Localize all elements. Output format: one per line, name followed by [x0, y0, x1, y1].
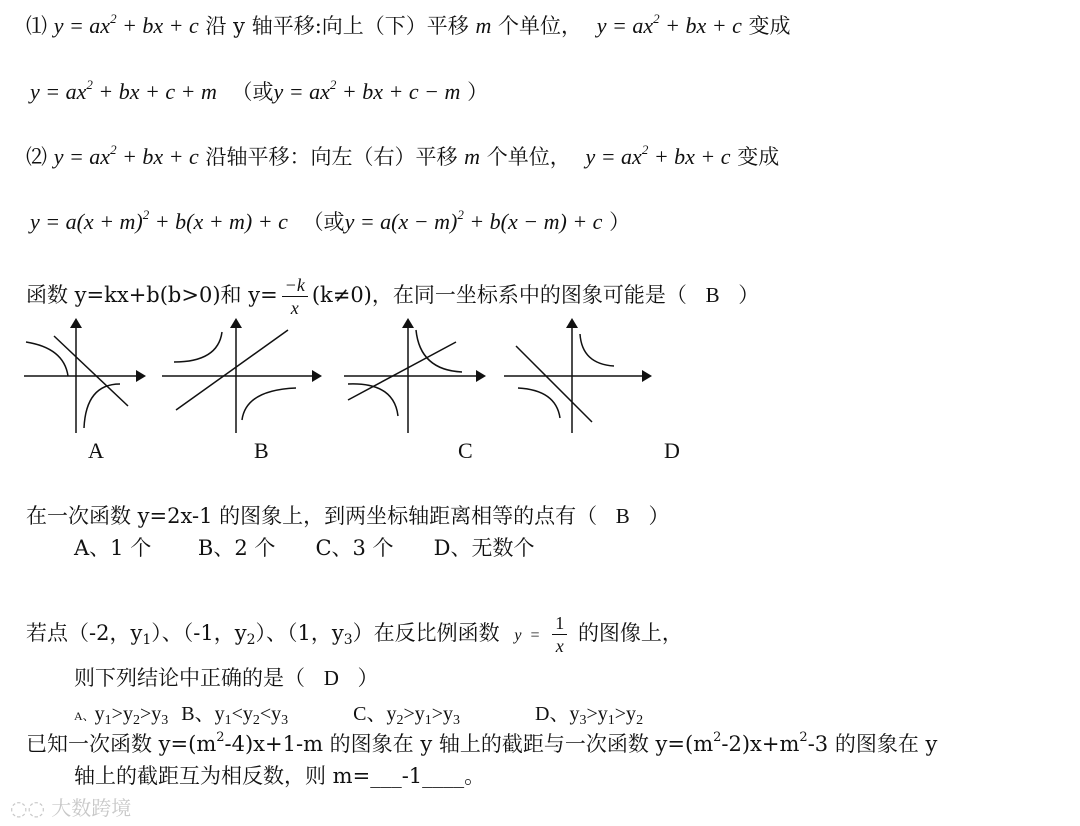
q4-t1: 已知一次函数 y=(m	[26, 732, 217, 756]
q3-t3: ）、（1，y	[255, 621, 344, 645]
graph-label-b: B	[254, 438, 269, 463]
rule2-close: ）	[609, 210, 631, 234]
graph-a	[24, 318, 144, 433]
q3-t1: 若点（-2，y	[26, 621, 143, 645]
q3-t4: ）在反比例函数	[352, 621, 500, 645]
q3-options	[74, 700, 643, 730]
graph-b	[162, 318, 322, 433]
q2-choices: A、1 个 B、2 个 C、3 个 D、无数个	[74, 536, 535, 560]
rule1-marker: ⑴	[26, 14, 47, 38]
q2-text: 在一次函数 y=2x-1 的图象上，到两坐标轴距离相等的点有（	[26, 504, 598, 528]
rule1-or: （或	[231, 80, 274, 104]
rule1-text2: 个单位，	[498, 14, 583, 38]
rule2-result-eq: $y = a(x + m)^2 + b(x + m) + c$	[30, 207, 288, 234]
q4-line: 已知一次函数 $y=(m^2-4)x+1-m$ 的图象在 y 轴上的截距与一次函数 $y=(m^2-2)x+m^2-3$ 的图象在 y	[26, 730, 938, 756]
q3-line	[26, 614, 683, 655]
rule2-text3: 变成	[737, 145, 780, 169]
rule2-result-line	[30, 208, 630, 236]
q1-text-before: 函数 y=kx+b(b>0)和 y=	[26, 283, 278, 307]
q3-text-after: 的图像上，	[577, 621, 683, 645]
q4-t2: -4)x+1-m 的图象在 y 轴上的截距与一次函数 y=(m	[224, 732, 714, 756]
watermark	[10, 792, 131, 821]
q4-blank2: ____	[422, 764, 465, 788]
graph-d	[504, 318, 654, 433]
q3-close: ）	[357, 666, 379, 690]
rule2-line	[26, 143, 779, 171]
q3-fraction: $\frac{1}{x}$	[552, 614, 567, 655]
q4-answer: -1	[401, 764, 423, 788]
rule1-result-line	[30, 78, 488, 106]
rule2-marker: ⑵	[26, 145, 47, 169]
q3-t2: ）、（-1，y	[151, 621, 247, 645]
rule1-line	[26, 12, 791, 40]
rule1-result-eq2: $y = ax^2$ + bx + c − m	[273, 77, 461, 104]
q3-eq: y =	[514, 627, 541, 644]
q3-opt-d: D、$y_3>y_1>y_2$	[535, 703, 644, 728]
rule2-result-eq2: $y = a(x - m)^2 + b(x - m) + c$	[344, 207, 603, 234]
rule2-or: （或	[302, 210, 345, 234]
q3-s1: 1	[142, 632, 152, 648]
graph-label-c: C	[458, 438, 473, 463]
q3-s2: 2	[246, 632, 256, 648]
q1-fraction: $\frac{-k}{x}$	[282, 276, 308, 317]
rule1-text: 沿 y 轴平移:向上（下）平移	[205, 14, 469, 38]
q3-answer: D	[323, 666, 339, 690]
q1-text-after: (k≠0)，在同一坐标系中的图象可能是（	[311, 283, 687, 307]
q3-line2	[74, 664, 379, 692]
rule1-text3: 变成	[748, 14, 791, 38]
rule2-text: 沿轴平移：向左（右）平移	[205, 145, 458, 169]
q4-t3: -2)x+m	[721, 732, 800, 756]
q4-t4: -3 的图象在 y	[807, 732, 938, 756]
q3-prompt: 则下列结论中正确的是（	[74, 666, 305, 690]
q4-line2	[74, 762, 485, 790]
q1-answer: B	[705, 283, 720, 307]
rule1-eq: $y = ax^2$ + bx + c	[53, 11, 199, 38]
q2-close: ）	[648, 504, 670, 528]
rule2-eq2: $y = ax^2$ + bx + c	[585, 142, 731, 169]
q2-answer: B	[615, 504, 630, 528]
q2-line	[26, 502, 670, 530]
rule1-result-eq: $y = ax^2$ + bx + c + m	[30, 77, 217, 104]
rule1-close: ）	[467, 80, 489, 104]
watermark-icon: ◌◌	[10, 796, 45, 820]
q1-close: ）	[738, 283, 760, 307]
rule2-m: m	[464, 144, 481, 169]
q3-opt-b: B、$y_1<y_2<y_3$	[181, 703, 289, 728]
graph-label-d: D	[664, 438, 680, 463]
q3-opt-a: A、$y_1>y_2>y_3$	[74, 703, 169, 728]
q3-opt-c: C、$y_2>y_1>y_3$	[353, 703, 461, 728]
rule1-eq2: $y = ax^2$ + bx + c	[596, 11, 742, 38]
q4-blank1: ___	[370, 764, 402, 788]
rule1-m: m	[475, 13, 492, 38]
watermark-text: 大数跨境	[51, 796, 132, 820]
rule2-eq: $y = ax^2$ + bx + c	[53, 142, 199, 169]
q3-s3: 3	[343, 632, 353, 648]
q4-prompt: 轴上的截距互为相反数，则 m=	[74, 764, 371, 788]
q4-end: 。	[464, 764, 486, 788]
rule2-text2: 个单位，	[486, 145, 571, 169]
graph-c	[344, 318, 484, 433]
q1-line	[26, 276, 759, 317]
graph-label-a: A	[88, 438, 104, 463]
